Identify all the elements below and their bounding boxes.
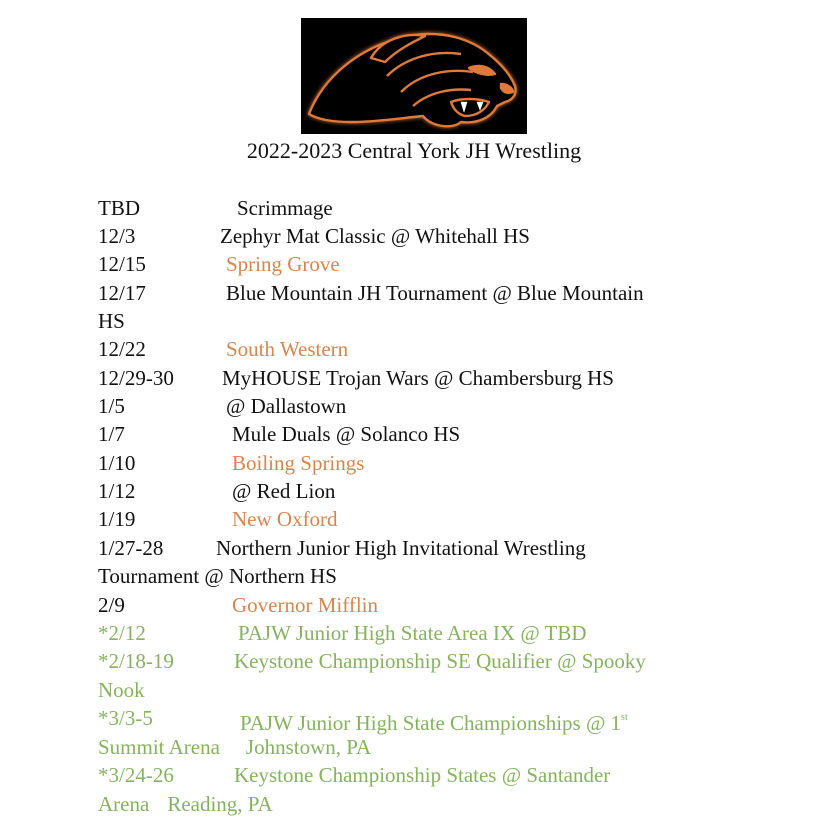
- schedule-event: PAJW Junior High State Area IX @ TBD: [238, 621, 587, 645]
- schedule-event-continuation: HS: [98, 309, 125, 333]
- venue-location: Johnstown, PA: [245, 735, 372, 759]
- panther-logo: [301, 18, 527, 134]
- schedule-event-continuation: [98, 733, 371, 761]
- schedule-event: Northern Junior High Invitational Wrestling: [216, 536, 586, 560]
- schedule-date: *3/3-5: [98, 706, 153, 730]
- schedule-event: New Oxford: [232, 507, 338, 531]
- schedule-date: 1/19: [98, 507, 136, 531]
- schedule-event: Blue Mountain JH Tournament @ Blue Mountain: [226, 281, 644, 305]
- schedule-event: South Western: [226, 337, 349, 361]
- page-title: 2022-2023 Central York JH Wrestling: [246, 138, 582, 163]
- schedule-event: Boiling Springs: [232, 451, 365, 475]
- schedule-event: Scrimmage: [237, 196, 333, 220]
- schedule-date: *2/12: [98, 621, 146, 645]
- schedule-event-continuation: Tournament @ Northern HS: [98, 564, 337, 588]
- schedule-date: 1/12: [98, 479, 136, 503]
- ordinal-suffix: st: [621, 712, 628, 723]
- schedule-date: 12/3: [98, 224, 136, 248]
- schedule-date: 12/22: [98, 337, 146, 361]
- schedule-event: @ Dallastown: [226, 394, 347, 418]
- schedule-event: Spring Grove: [226, 252, 340, 276]
- schedule-event: Keystone Championship SE Qualifier @ Spooky: [234, 649, 646, 673]
- schedule-date: 1/10: [98, 451, 136, 475]
- schedule-date: 12/15: [98, 252, 146, 276]
- venue-name: Summit Arena: [98, 735, 220, 759]
- venue-name: Arena: [98, 792, 150, 816]
- panther-head-logo: [301, 18, 527, 134]
- schedule-event-text: PAJW Junior High State Championships @ 1: [240, 711, 622, 735]
- schedule-date: 12/17: [98, 281, 146, 305]
- schedule-event-continuation: Nook: [98, 678, 145, 702]
- schedule-date: 1/27-28: [98, 536, 164, 560]
- schedule-date: 1/5: [98, 394, 125, 418]
- schedule-date: *3/24-26: [98, 763, 174, 787]
- schedule-event: Governor Mifflin: [232, 593, 379, 617]
- schedule-date: 12/29-30: [98, 366, 174, 390]
- schedule-event: Keystone Championship States @ Santander: [234, 763, 611, 787]
- schedule-event: MyHOUSE Trojan Wars @ Chambersburg HS: [222, 366, 614, 390]
- venue-location: Reading, PA: [167, 792, 273, 816]
- schedule-event: Mule Duals @ Solanco HS: [232, 422, 461, 446]
- schedule-event: Zephyr Mat Classic @ Whitehall HS: [220, 224, 530, 248]
- schedule-event: @ Red Lion: [232, 479, 336, 503]
- schedule-date: TBD: [98, 196, 140, 220]
- schedule-date: 2/9: [98, 593, 125, 617]
- schedule-event-continuation: [98, 790, 273, 818]
- schedule-date: 1/7: [98, 422, 125, 446]
- schedule-date: *2/18-19: [98, 649, 174, 673]
